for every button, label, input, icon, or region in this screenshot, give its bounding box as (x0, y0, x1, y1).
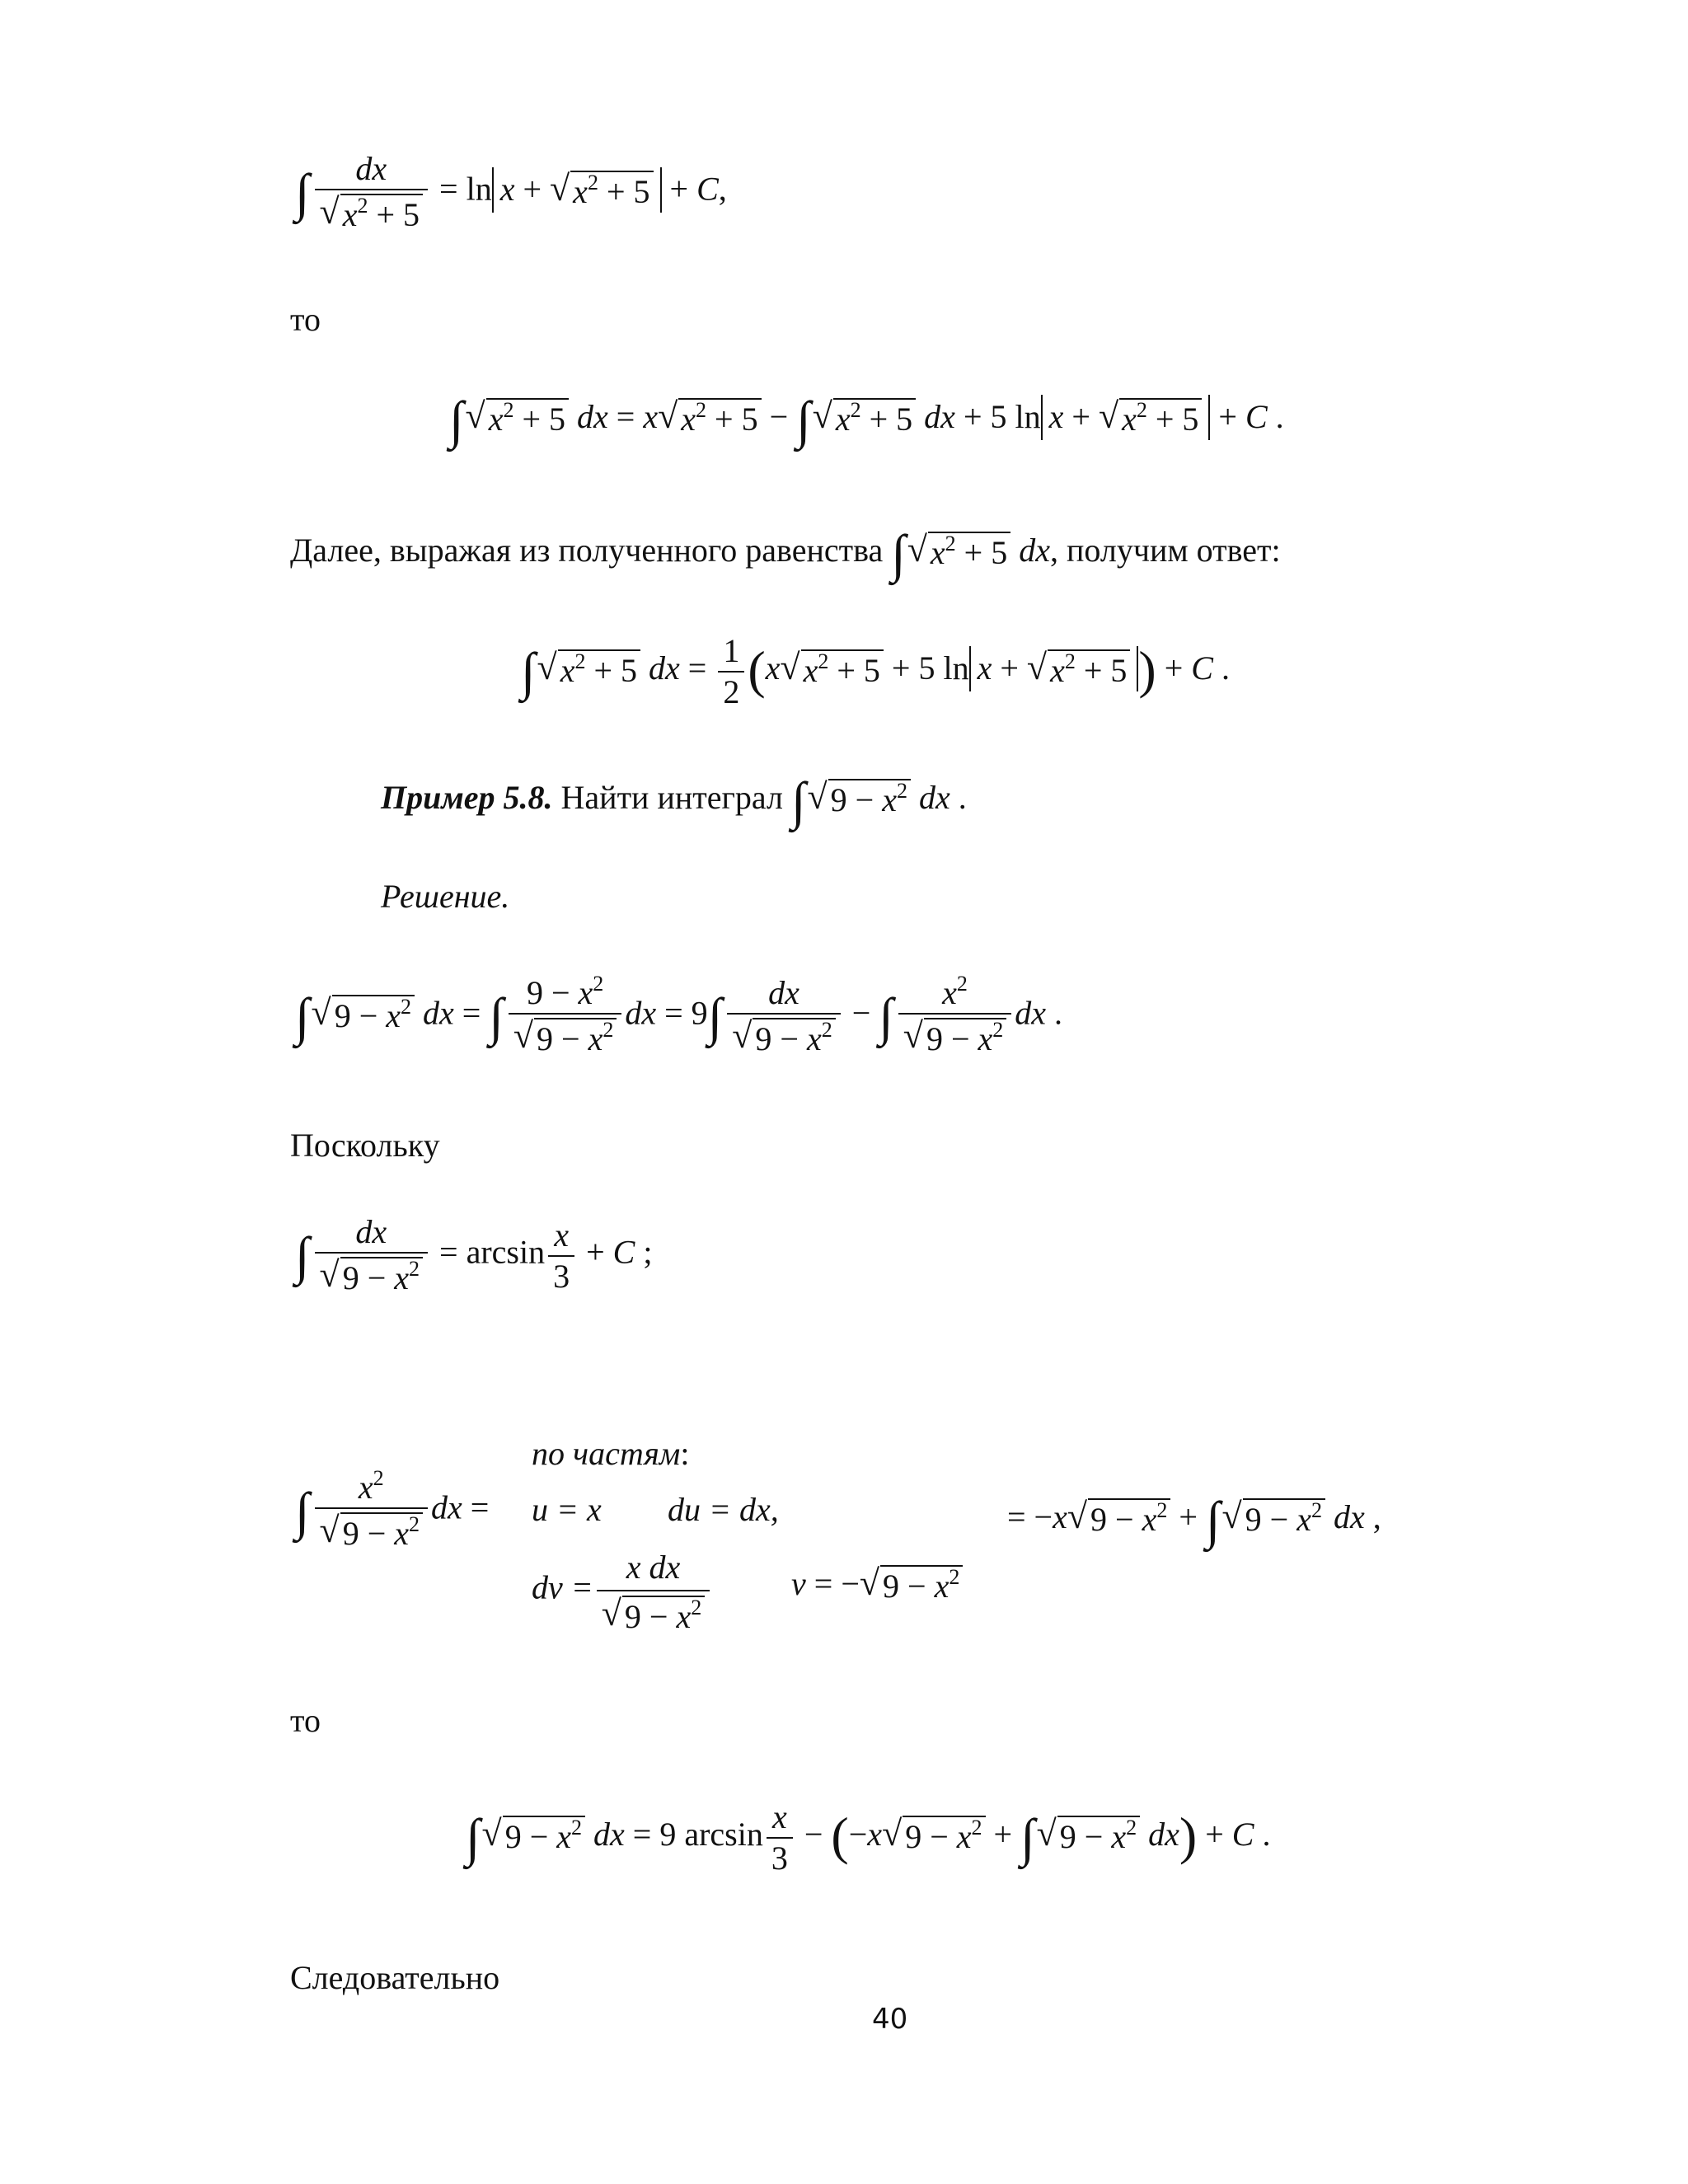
example-heading: Пример 5.8. Найти интеграл ∫ √ $9 - x^2$ dx . (381, 771, 967, 830)
text-poskolku: Поскольку (290, 1127, 440, 1164)
text-to-1: то (290, 301, 321, 338)
by-parts-du: du = dx, (668, 1491, 779, 1528)
formula-6-left: ∫ $x^2$ √ $9 - x^2$ dx = (295, 1466, 490, 1552)
solution-label: Решение. (381, 878, 510, 915)
by-parts-v: v = − √ $9 - x^2$ (791, 1564, 963, 1604)
text-to-2: то (290, 1702, 321, 1739)
text-sledovatelno: Следовательно (290, 1959, 500, 1996)
example-label: Пример 5.8. (381, 779, 553, 816)
formula-7: ∫ √ $9 - x^2$ dx = 9 arcsin $\frac{x}{3}$ − (−x √ $9 - x^2$ + ∫ √ $9 - x^2$ dx) + C . (466, 1798, 1271, 1877)
formula-3: ∫ √ $x^2 + 5$ dx = $\frac{1}{2}$ (x √ $x^2 + 5$ + 5 ln x + √ $x^2 + 5$ ) + C . (521, 632, 1230, 710)
by-parts-u: u = x (532, 1491, 602, 1528)
by-parts-dv: dv = x dx √ $9 - x^2$ (532, 1548, 713, 1634)
formula-4: ∫ √ $9 - x^2$ dx = ∫ $9 - x^2$ √ $9 - x^2$ dx = 9∫ dx √ $9 - x^2$ − ∫ $x^2$ √ $9 - x^2$ dx . (295, 972, 1063, 1057)
by-parts-result: = −x √ $9 - x^2$ + ∫ √ $9 - x^2$ dx , (1007, 1491, 1381, 1549)
fraction-numerator: dx (355, 150, 387, 187)
by-parts-title: по частям: (532, 1435, 690, 1472)
text-dalee: Далее, выражая из полученного равенства ∫ √ $x^2 + 5$ dx, получим ответ: (290, 524, 1281, 583)
page-number: 40 (872, 2003, 908, 2036)
formula-2: ∫ √ $x^2 + 5$ dx = x √ $x^2 + 5$ − ∫ √ $x^2 + 5$ dx + 5 ln x + √ $x^2 + 5$ + C . (449, 391, 1284, 449)
example-text: Найти интеграл (560, 779, 783, 816)
formula-1: ∫ dx √ $x^2 + 5$ = ln x + √ $x^2 + 5$ + C, (295, 150, 727, 233)
formula-5: ∫ dx √ $9 - x^2$ = arcsin $\frac{x}{3}$ + C ; (295, 1213, 653, 1296)
